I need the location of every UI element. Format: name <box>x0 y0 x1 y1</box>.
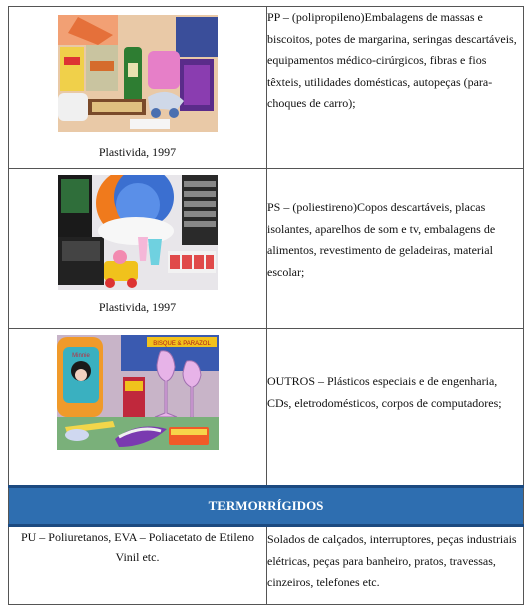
section-header-row <box>9 487 524 526</box>
table-row <box>9 7 524 169</box>
image-cell <box>9 169 267 329</box>
image-caption: Plastivida, 1997 <box>98 300 177 314</box>
section-header: TERMORRÍGIDOS <box>9 487 524 526</box>
image-caption: Plastivida, 1997 <box>98 145 177 159</box>
minnie-label: Minnie <box>71 353 90 359</box>
image-cell <box>9 7 267 169</box>
pp-products-photo <box>58 15 218 132</box>
table-row <box>9 329 524 487</box>
image-cell <box>9 329 267 487</box>
plastic-description: OUTROS – Plásticos especiais e de engenharia, CDs, eletrodomésticos, corpos de computadores; <box>267 329 524 487</box>
thermoset-materials: PU – Poliuretanos, EVA – Poliacetato de Etileno Vinil etc. <box>9 526 267 605</box>
plastic-description: PS – (poliestireno)Copos descartáveis, placas isolantes, aparelhos de som e tv, embalagens de alimentos, revestimento de geladeiras, material escolar; <box>267 169 524 329</box>
table-row <box>9 169 524 329</box>
table-row <box>9 526 524 605</box>
plastics-table <box>8 6 524 605</box>
thermoset-applications: Solados de calçados, interruptores, peças industriais elétricas, peças para banheiro, pratos, travessas, cinzeiros, telefones etc. <box>267 526 524 605</box>
ps-products-photo <box>58 175 218 290</box>
outros-products-photo <box>57 335 219 450</box>
brand-label: BISQUE & PARAZOL <box>152 341 211 347</box>
plastic-description: PP – (polipropileno)Embalagens de massas e biscoitos, potes de margarina, seringas descartáveis, equipamentos médico-cirúrgicos, fibras e fios têxteis, utilidades domésticas, autopeças (para-choques de carro); <box>267 7 524 169</box>
